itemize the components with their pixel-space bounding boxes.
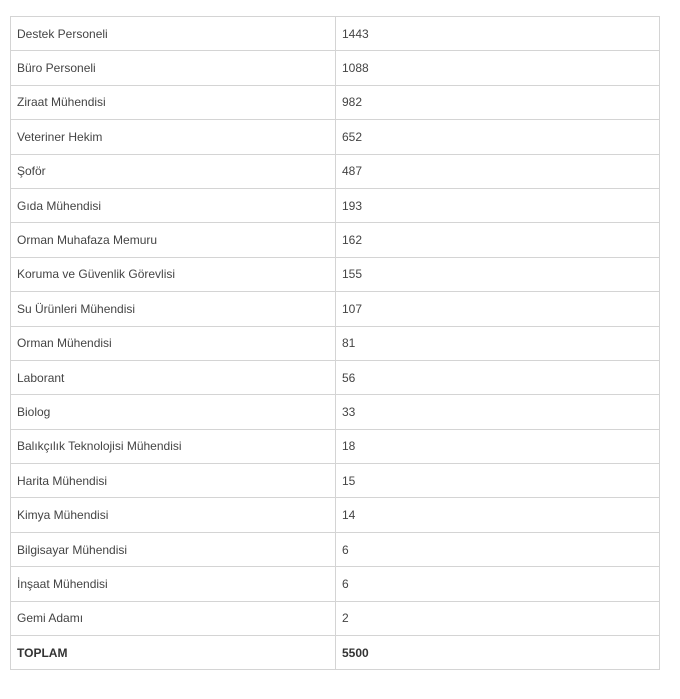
count-cell: 1443 — [336, 17, 660, 51]
position-cell: Ziraat Mühendisi — [11, 85, 336, 119]
table-row — [11, 17, 660, 51]
table-row — [11, 601, 660, 635]
position-cell: Su Ürünleri Mühendisi — [11, 292, 336, 326]
table-row — [11, 154, 660, 188]
table-row — [11, 326, 660, 360]
position-cell: İnşaat Mühendisi — [11, 567, 336, 601]
count-cell: 56 — [336, 360, 660, 394]
table-body — [11, 17, 660, 670]
staff-count-table — [10, 16, 660, 670]
table-row — [11, 429, 660, 463]
table-row — [11, 292, 660, 326]
count-cell: 193 — [336, 188, 660, 222]
table-row — [11, 464, 660, 498]
table-row — [11, 360, 660, 394]
total-label-cell: TOPLAM — [11, 636, 336, 670]
position-cell: Koruma ve Güvenlik Görevlisi — [11, 257, 336, 291]
count-cell: 15 — [336, 464, 660, 498]
count-cell: 107 — [336, 292, 660, 326]
table-row — [11, 51, 660, 85]
count-cell: 6 — [336, 567, 660, 601]
table-row — [11, 395, 660, 429]
count-cell: 1088 — [336, 51, 660, 85]
count-cell: 18 — [336, 429, 660, 463]
position-cell: Orman Muhafaza Memuru — [11, 223, 336, 257]
count-cell: 81 — [336, 326, 660, 360]
position-cell: Şoför — [11, 154, 336, 188]
total-row — [11, 636, 660, 670]
table-row — [11, 85, 660, 119]
staff-table-container — [10, 16, 659, 670]
table-row — [11, 188, 660, 222]
count-cell: 652 — [336, 120, 660, 154]
count-cell: 162 — [336, 223, 660, 257]
position-cell: Gemi Adamı — [11, 601, 336, 635]
position-cell: Gıda Mühendisi — [11, 188, 336, 222]
table-row — [11, 567, 660, 601]
count-cell: 6 — [336, 532, 660, 566]
position-cell: Laborant — [11, 360, 336, 394]
total-count-cell: 5500 — [336, 636, 660, 670]
count-cell: 33 — [336, 395, 660, 429]
count-cell: 487 — [336, 154, 660, 188]
position-cell: Kimya Mühendisi — [11, 498, 336, 532]
table-row — [11, 257, 660, 291]
table-row — [11, 120, 660, 154]
table-row — [11, 532, 660, 566]
position-cell: Harita Mühendisi — [11, 464, 336, 498]
position-cell: Büro Personeli — [11, 51, 336, 85]
table-row — [11, 498, 660, 532]
table-row — [11, 223, 660, 257]
count-cell: 155 — [336, 257, 660, 291]
position-cell: Bilgisayar Mühendisi — [11, 532, 336, 566]
count-cell: 14 — [336, 498, 660, 532]
position-cell: Biolog — [11, 395, 336, 429]
position-cell: Orman Mühendisi — [11, 326, 336, 360]
count-cell: 982 — [336, 85, 660, 119]
position-cell: Balıkçılık Teknolojisi Mühendisi — [11, 429, 336, 463]
count-cell: 2 — [336, 601, 660, 635]
position-cell: Veteriner Hekim — [11, 120, 336, 154]
position-cell: Destek Personeli — [11, 17, 336, 51]
